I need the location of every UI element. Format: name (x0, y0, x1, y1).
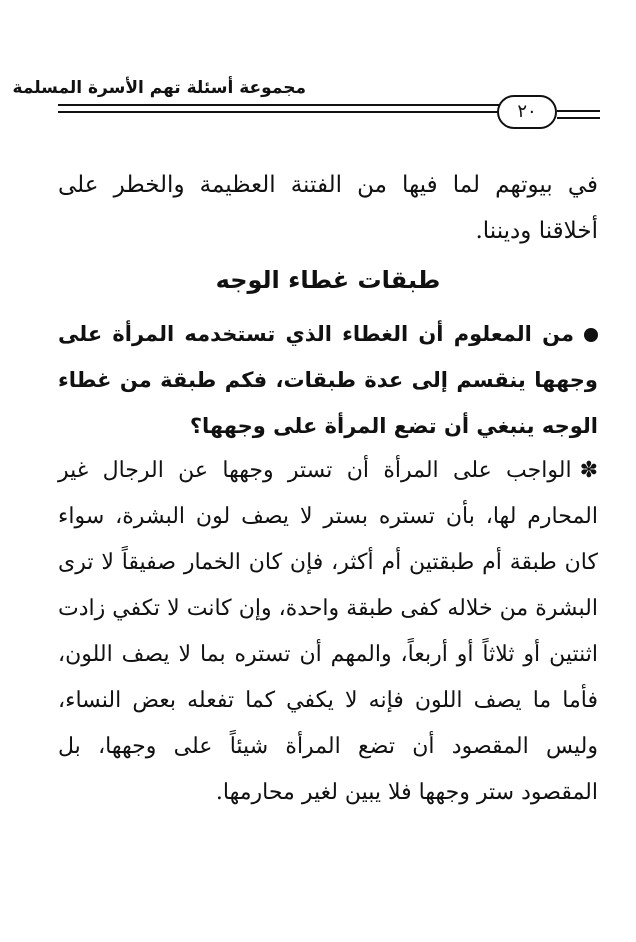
running-title: مجموعة أسئلة تهم الأسرة المسلمة (12, 78, 306, 98)
header-rule-top (58, 104, 499, 106)
intro-text: في بيوتهم لما فيها من الفتنة العظيمة والخطر على أخلاقنا وديننا. (58, 172, 598, 244)
question-paragraph (58, 311, 598, 449)
answer-text: الواجب على المرأة أن تستر وجهها عن الرجال غير المحارم لها، بأن تستره بستر لا يصف لون البشرة، سواء كان طبقة أم طبقتين أم أكثر، فإن كان الخمار صفيقاً لا ترى البشرة من خلاله كفى طبقة واحدة، وإن كانت لا تكفي زادت اثنتين أو ثلاثاً أو أربعاً، والمهم أن تستره بما لا يصف اللون، فأما ما يصف اللون فإنه لا يكفي كما تفعله بعض النساء، وليس المقصود أن تضع المرأة شيئاً على وجهها، بل المقصود ستر وجهها فلا يبين لغير محارمها. (58, 458, 598, 805)
header-rule-bottom (58, 111, 499, 113)
page-number: ٢٠ (497, 95, 557, 129)
header-rule-right-top (557, 110, 600, 112)
section-heading: طبقات غطاء الوجه (215, 266, 441, 294)
answer-star-icon: ✽ (579, 458, 598, 483)
intro-paragraph (58, 162, 598, 254)
question-bullet-icon (584, 328, 598, 342)
header-rule-right-bottom (557, 117, 600, 119)
question-text: من المعلوم أن الغطاء الذي تستخدمه المرأة على وجهها ينقسم إلى عدة طبقات، فكم طبقة من غطاء الوجه ينبغي أن تضع المرأة على وجهها؟ (58, 322, 598, 438)
answer-paragraph (58, 448, 598, 816)
